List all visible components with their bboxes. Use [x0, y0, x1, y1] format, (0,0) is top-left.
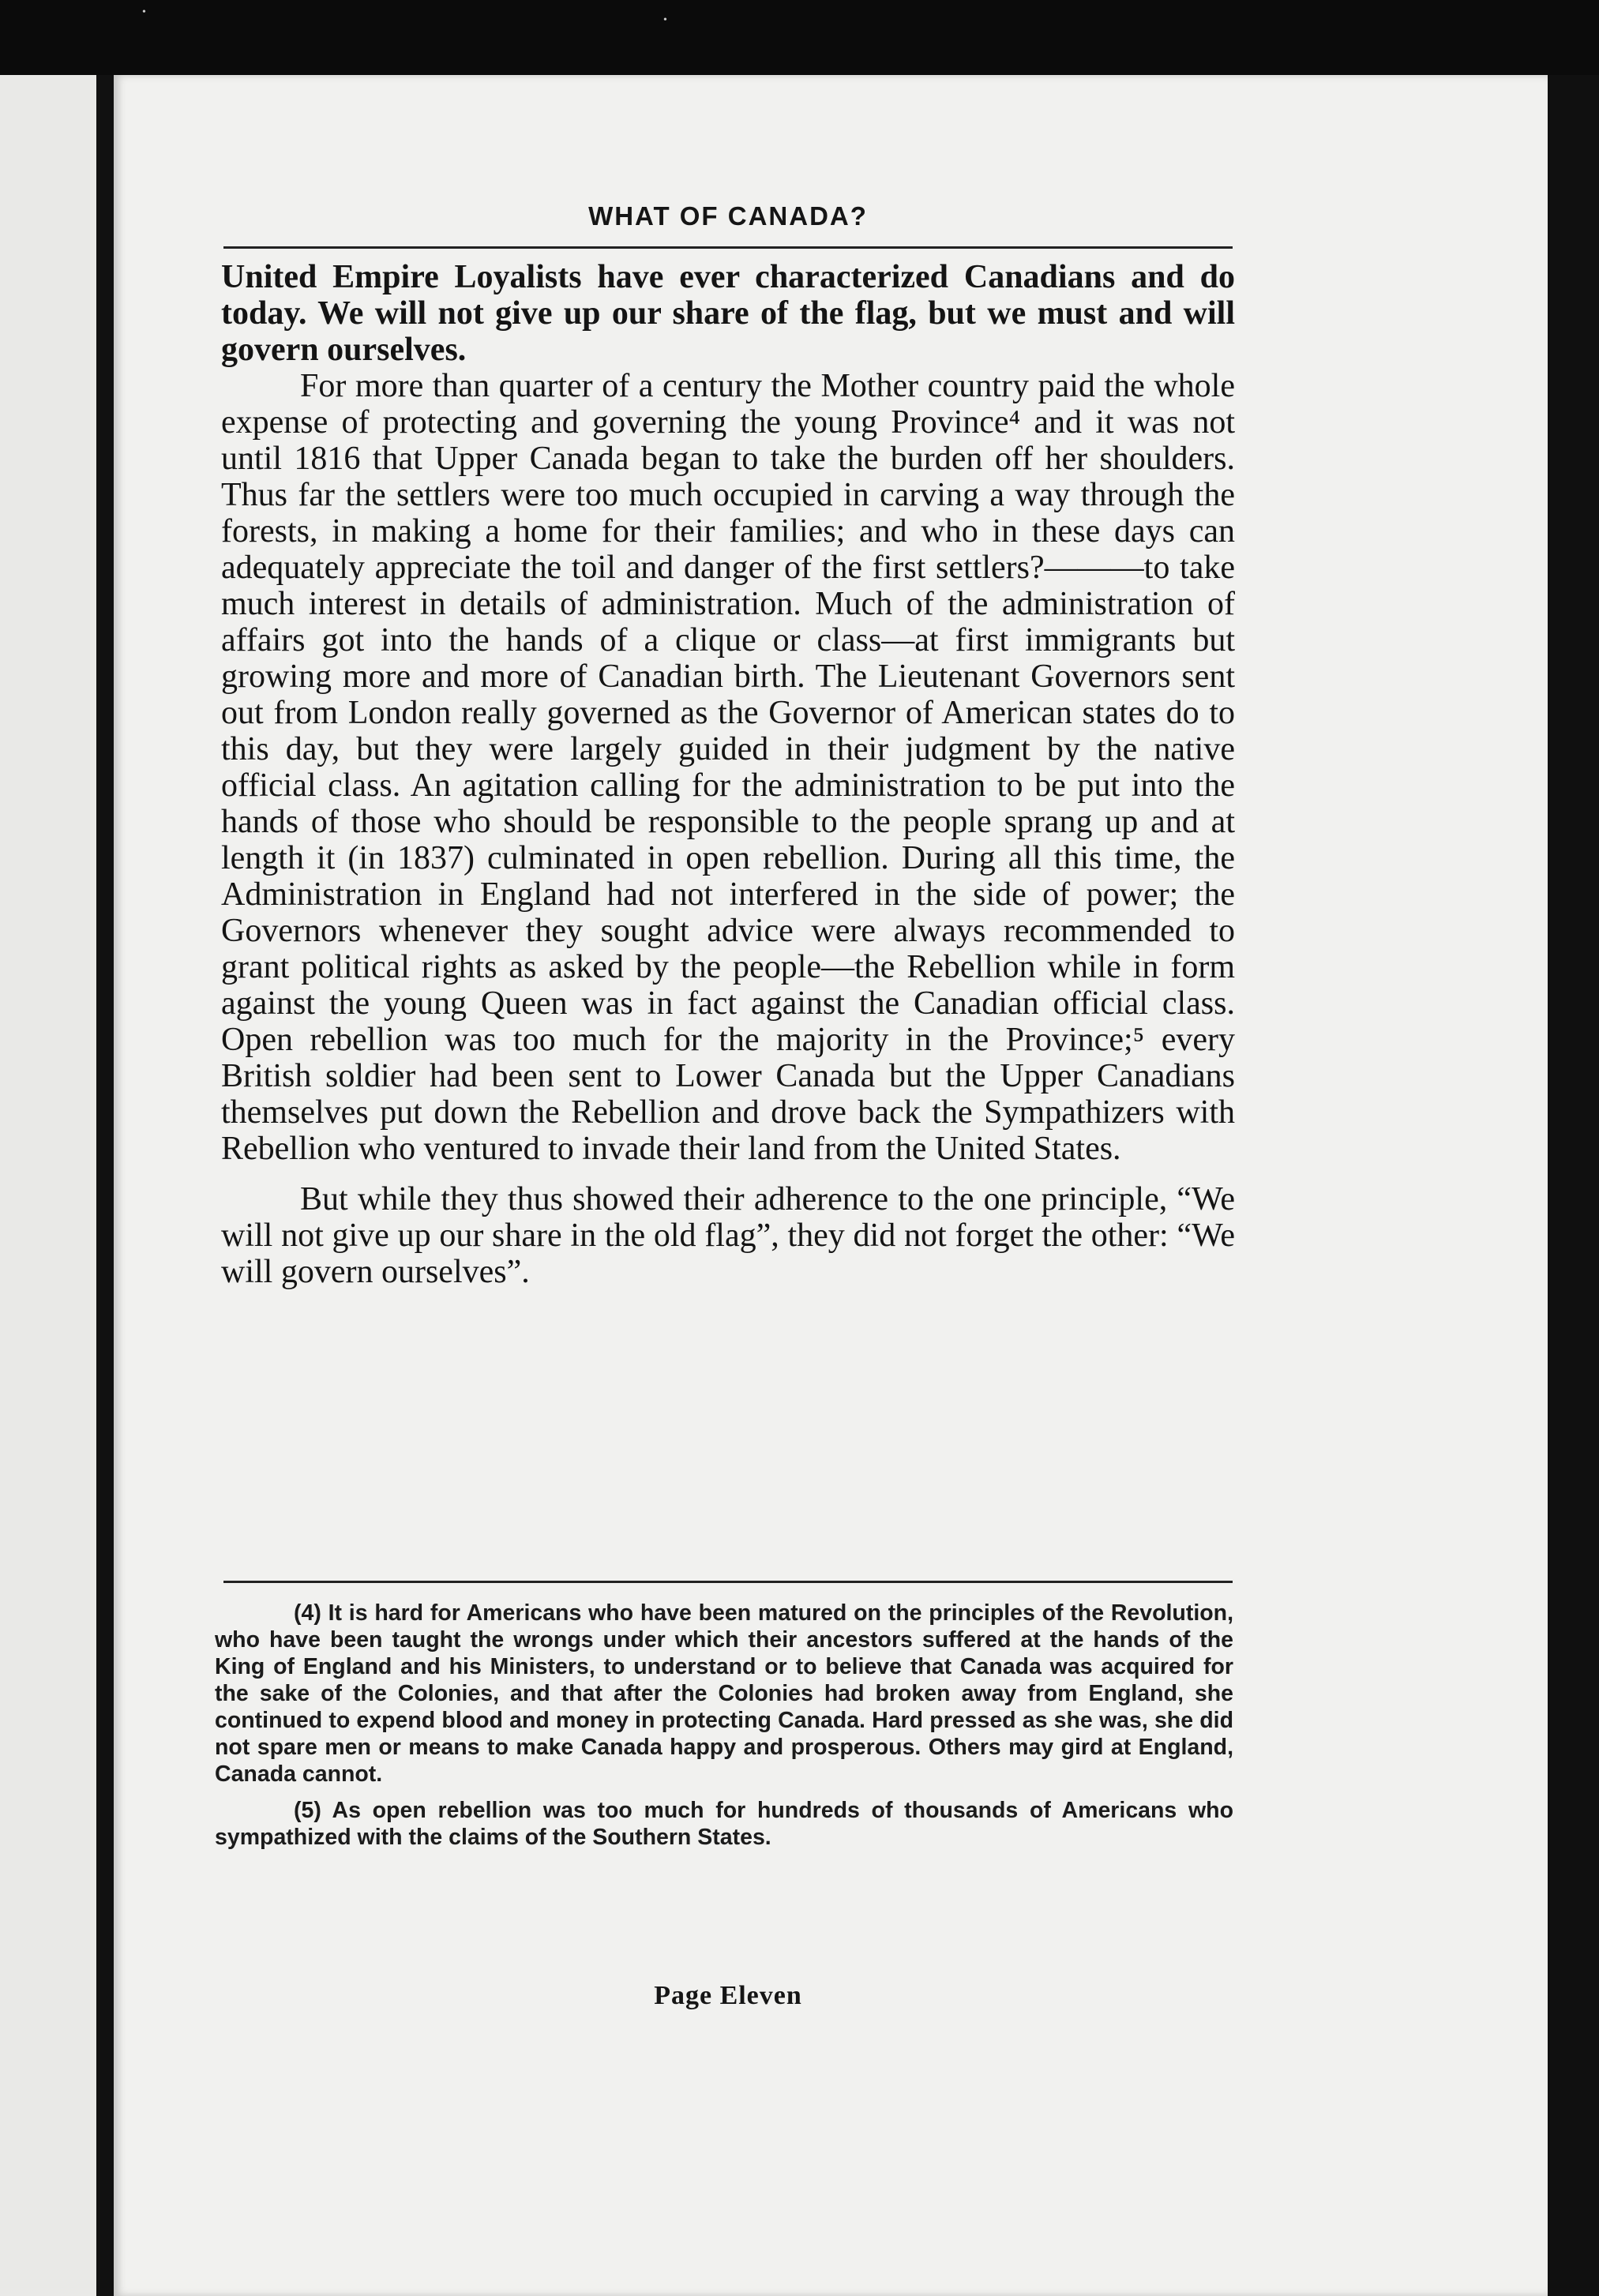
footnotes — [215, 1600, 1233, 1851]
body-paragraph: But while they thus showed their adherence to the one principle, “We will not give up our share in the old flag”, they did not forget the other: “We will govern ourselves”. — [221, 1181, 1235, 1290]
footnote-rule — [223, 1581, 1233, 1583]
facing-page-edge — [0, 75, 96, 2296]
footnote-4: (4) It is hard for Americans who have been matured on the principles of the Revolution, who have been taught the wrongs under which their ancestors suffered at the hands of the King of England and his Ministers, to understand or to believe that Canada was acquired for the sake of the Colonies, and that after the Colonies had broken away from England, she continued to expend blood and money in protecting Canada. Hard pressed as she was, she did not spare men or means to make Canada happy and prosperous. Others may gird at England, Canada cannot. — [215, 1600, 1233, 1787]
book-gutter — [96, 75, 114, 2296]
scan-right-border — [1548, 75, 1599, 2296]
body-paragraph: For more than quarter of a century the Mother country paid the whole expense of protecting and governing the young Province⁴ and it was not until 1816 that Upper Canada began to take the burden off her shoulders. Thus far the settlers were too much occupied in carving a way through the forests, in making a home for their families; and who in these days can adequately appreciate the toil and danger of the first settlers?———to take much interest in details of administration. Much of the administration of affairs got into the hands of a clique or class—at first immigrants but growing more and more of Canadian birth. The Lieutenant Governors sent out from London really governed as the Governor of American states do to this day, but they were largely guided in their judgment by the native official class. An agitation calling for the administration to be put into the hands of those who should be responsible to the people sprang up and at length it (in 1837) culminated in open rebellion. During all this time, the Administration in England had not interfered in the side of power; the Governors whenever they sought advice were always recommended to grant political rights as asked by the people—the Rebellion while in form against the young Queen was in fact against the Canadian official class. Open rebellion was too much for the majority in the Province;⁵ every British soldier had been sent to Lower Canada but the Upper Canadians themselves put down the Rebellion and drove back the Sympathizers with Rebellion who ventured to invade their land from the United States. — [221, 368, 1235, 1167]
running-head: WHAT OF CANADA? — [588, 201, 868, 231]
body-text — [221, 259, 1235, 1290]
scan-speck: • — [663, 14, 667, 26]
page-number: Page Eleven — [654, 1981, 802, 2010]
scan-top-border — [0, 0, 1599, 75]
body-paragraph: United Empire Loyalists have ever characterized Canadians and do today. We will not give up our share of the flag, but we must and will govern ourselves. — [221, 259, 1235, 368]
scan-speck: • — [142, 6, 146, 18]
header-rule — [223, 246, 1233, 249]
footnote-5: (5) As open rebellion was too much for hundreds of thousands of Americans who sympathized with the claims of the Southern States. — [215, 1798, 1233, 1850]
